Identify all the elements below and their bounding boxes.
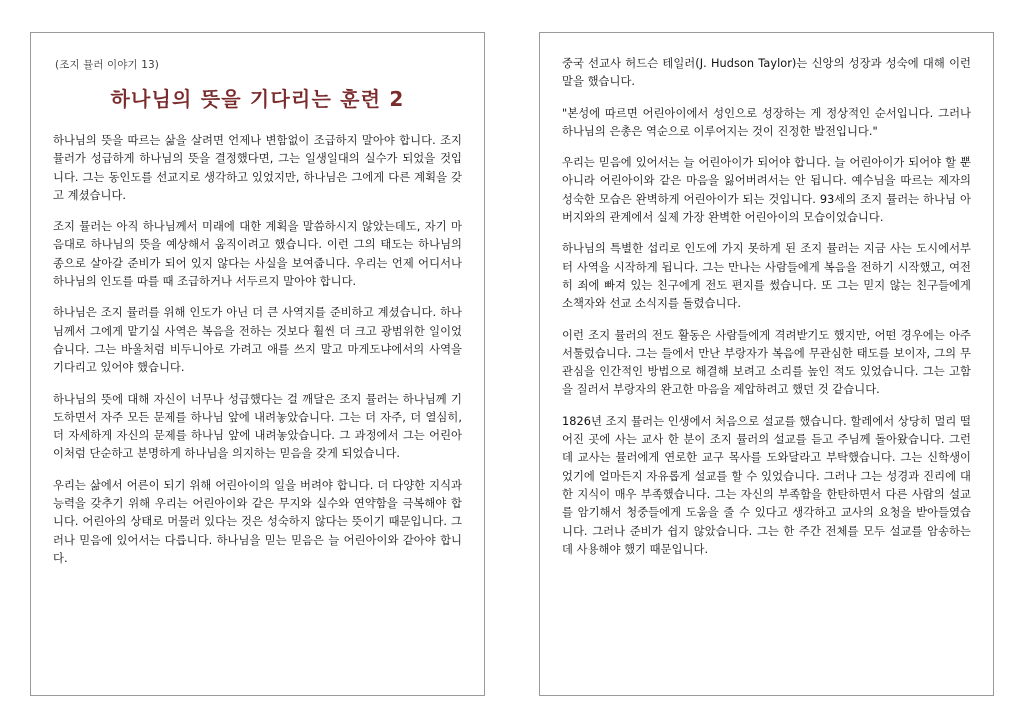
- paragraph: 이런 조지 뮬러의 전도 활동은 사람들에게 격려받기도 했지만, 어떤 경우에는 아주 서툴렀습니다. 그는 들에서 만난 부랑자가 복음에 무관심한 태도를 보이자, 그의 무관심을 인간적인 방법으로 해결해 보려고 소리를 높인 적도 있었습니다. 그는 고함을 질러서 부랑자의 완고한 마음을 제압하려고 했던 것 같습니다.: [562, 328, 971, 397]
- paragraph: 하나님은 조지 뮬러를 위해 인도가 아닌 더 큰 사역지를 준비하고 계셨습니다. 하나님께서 그에게 맡기실 사역은 복음을 전하는 것보다 훨씬 더 크고 광범위한 일이었습니다. 그는 바울처럼 비두니아로 가려고 애를 쓰지 말고 마게도냐에서의 사역을 기다리고 있어야 했습니다.: [53, 306, 462, 375]
- paragraph: 1826년 조지 뮬러는 인생에서 처음으로 설교를 했습니다. 할레에서 상당히 멀리 떨어진 곳에 사는 교사 한 분이 조지 뮬러의 설교를 듣고 주님께 돌아왔습니다. 그런데 교사는 뮬러에게 연로한 교구 목사를 도와달라고 부탁했습니다. 그는 신학생이었기에 얼마든지 자유롭게 설교를 할 수 있었습니다. 그러나 그는 성경과 진리에 대한 지식이 매우 부족했습니다. 그는 자신의 부족함을 한탄하면서 다른 사람의 설교를 암기해서 청중들에게 도움을 줄 수 있다고 생각하고 교사의 요청을 받아들였습니다. 그러나 준비가 쉽지 않았습니다. 그는 한 주간 전체를 모두 설교를 암송하는 데 사용해야 했기 때문입니다.: [562, 414, 971, 556]
- paragraph: 우리는 삶에서 어른이 되기 위해 어린아이의 일을 버려야 합니다. 더 다양한 지식과 능력을 갖추기 위해 우리는 어린아이와 같은 무지와 실수와 연약함을 극복해야 합니다. 어린아의 상태로 머물러 있다는 것은 성숙하지 않다는 뜻이기 때문입니다. 그러나 믿음에 있어서는 다릅니다. 하나님을 믿는 믿음은 늘 어린아이와 같아야 합니다.: [53, 478, 462, 565]
- paragraph: 우리는 믿음에 있어서는 늘 어린아이가 되어야 합니다. 늘 어린아이가 되어야 할 뿐 아니라 어린아이와 같은 마음을 잃어버려서는 안 됩니다. 예수님을 따르는 제자의 성숙한 모습은 완벽하게 어린아이가 되는 것입니다. 93세의 조지 뮬러는 하나님 아버지와의 관계에서 실제 가장 완벽한 어린아이의 모습이었습니다.: [562, 156, 971, 225]
- paragraph: 하나님의 특별한 섭리로 인도에 가지 못하게 된 조지 뮬러는 지금 사는 도시에서부터 사역을 시작하게 됩니다. 그는 만나는 사람들에게 복음을 전하기 시작했고, 여전히 죄에 빠져 있는 친구에게 전도 편지를 썼습니다. 또 그는 믿지 않는 친구들에게 소책자와 선교 소식지를 돌렸습니다.: [562, 242, 971, 311]
- paragraph: 중국 선교사 허드슨 테일러(J. Hudson Taylor)는 신앙의 성장과 성숙에 대해 이런 말을 했습니다.: [562, 57, 971, 89]
- paragraph: 조지 뮬러는 아직 하나님께서 미래에 대한 계획을 말씀하시지 않았는데도, 자기 마음대로 하나님의 뜻을 예상해서 움직이려고 했습니다. 이런 그의 태도는 하나님의 종으로 살아갈 준비가 되어 있지 않다는 사실을 보여줍니다. 우리는 언제 어디서나 하나님의 인도를 따를 때 조급하거나 서두르지 말아야 합니다.: [53, 220, 462, 289]
- paragraph: "본성에 따르면 어린아이에서 성인으로 성장하는 게 정상적인 순서입니다. 그러나 하나님의 은총은 역순으로 이루어지는 것이 진정한 발전입니다.": [562, 106, 971, 138]
- page-title: 하나님의 뜻을 기다리는 훈련 2: [110, 87, 405, 111]
- left-column: [30, 32, 485, 696]
- paragraph: 하나님의 뜻에 대해 자신이 너무나 성급했다는 걸 깨달은 조지 뮬러는 하나님께 기도하면서 자주 모든 문제를 하나님 앞에 내려놓았습니다. 그는 더 자주, 더 열심히, 더 자세하게 자신의 문제를 하나님 앞에 내려놓았습니다. 그 과정에서 그는 어린아이처럼 단순하고 분명하게 하나님을 의지하는 믿음을 갖게 되었습니다.: [53, 392, 462, 461]
- series-label: (조지 뮬러 이야기 13): [55, 59, 159, 71]
- right-column: [539, 32, 994, 696]
- paragraph: 하나님의 뜻을 따르는 삶을 살려면 언제나 변함없이 조급하지 말아야 합니다. 조지 뮬러가 성급하게 하나님의 뜻을 결정했다면, 그는 일생일대의 실수가 되었을 것입니다. 그는 동인도를 선교지로 생각하고 있었지만, 하나님은 그에게 다른 계획을 갖고 계셨습니다.: [53, 134, 462, 202]
